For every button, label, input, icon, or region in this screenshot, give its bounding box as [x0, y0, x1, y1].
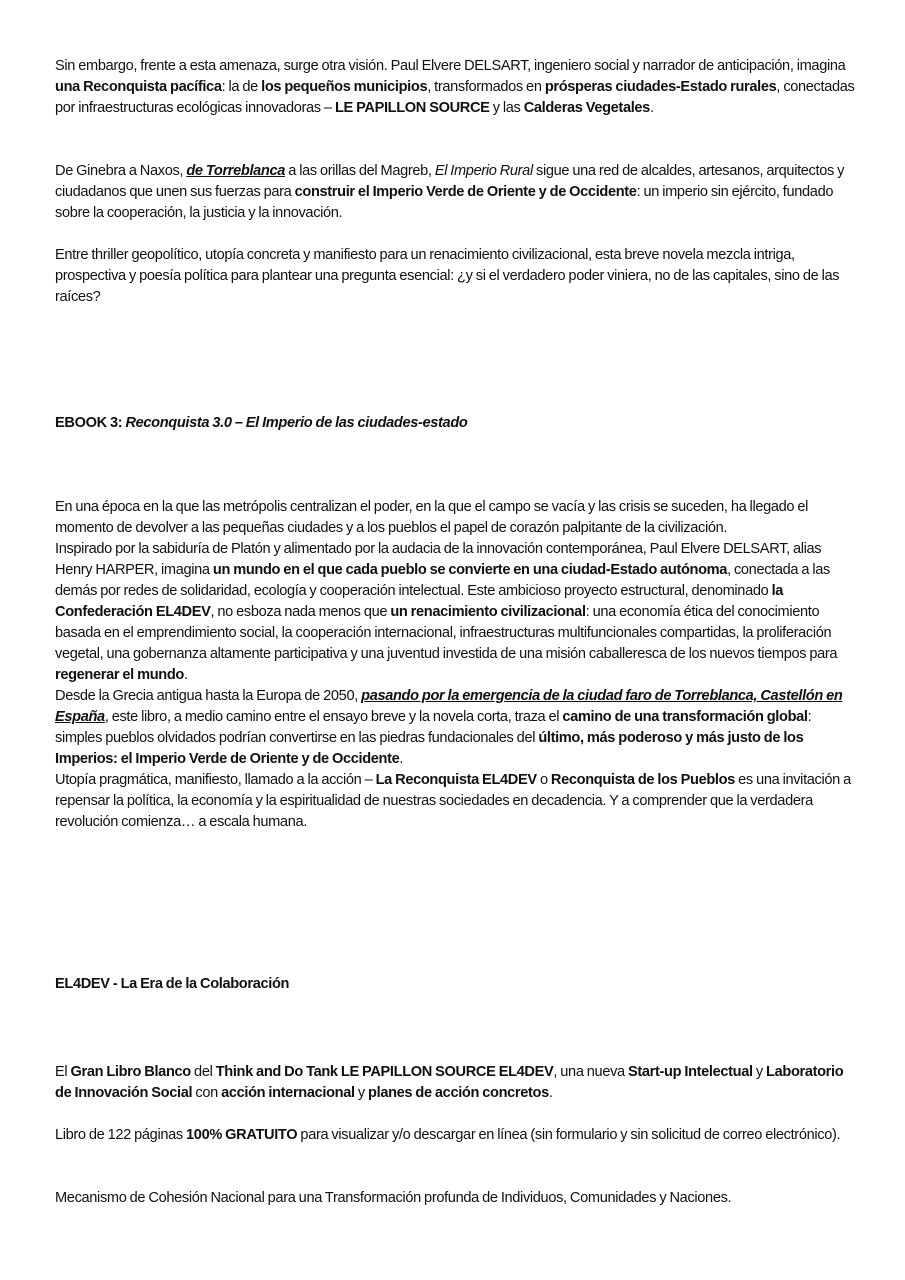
body-text: y	[354, 1085, 369, 1101]
emphasis-text: Reconquista de los Pueblos	[550, 772, 735, 788]
emphasis-text: camino de una transformación global	[562, 709, 808, 725]
body-text: Libro de 122 páginas	[55, 1127, 187, 1143]
emphasis-text: Calderas Vegetales	[523, 100, 650, 116]
emphasis-text: regenerar el mundo	[55, 667, 184, 683]
intro-paragraph-1	[55, 56, 855, 119]
el4dev-heading: EL4DEV - La Era de la Colaboración	[55, 976, 290, 992]
body-text: : la de	[221, 79, 262, 95]
ebook3-body	[55, 497, 855, 833]
emphasis-text: de Torreblanca	[186, 163, 286, 179]
emphasis-text: construir el Imperio Verde de Oriente y de Occidente	[294, 184, 637, 200]
emphasis-text: una Reconquista pacífica	[55, 79, 222, 95]
body-text: .	[649, 100, 654, 116]
body-text: Utopía pragmática, manifiesto, llamado a la acción –	[55, 772, 376, 788]
body-text: , una nueva	[553, 1064, 629, 1080]
body-text: El	[55, 1064, 71, 1080]
emphasis-text: prósperas ciudades-Estado rurales	[544, 79, 777, 95]
el4dev-paragraph-2	[55, 1125, 855, 1146]
body-text: y las	[489, 100, 524, 116]
body-text: En una época en la que las metrópolis centralizan el poder, en la que el campo se vacía y las crisis se suceden, ha llegado el momento de devolver a las pequeñas ciudades y a los pueblos el papel de corazón palpitante de la civilización.	[55, 499, 809, 536]
body-text: , este libro, a medio camino entre el ensayo breve y la novela corta, traza el	[104, 709, 563, 725]
body-text: Entre thriller geopolítico, utopía concreta y manifiesto para un renacimiento civilizacional, esta breve novela mezcla intriga, prospectiva y poesía política para plantear una pregunta esencial: ¿y si el verdadero poder viniera, no de las capitales, sino de las raíces?	[55, 247, 840, 305]
body-text: De Ginebra a Naxos,	[55, 163, 187, 179]
body-text: : simples pueblos olvidados podrían convertirse en las piedras fundacionales del	[55, 709, 812, 746]
ebook3-heading-title: Reconquista 3.0 – El Imperio de las ciudades-estado	[125, 415, 468, 431]
emphasis-text: los pequeños municipios	[261, 79, 428, 95]
emphasis-text: acción internacional	[221, 1085, 355, 1101]
intro-paragraph-2	[55, 161, 855, 224]
emphasis-text: Gran Libro Blanco	[70, 1064, 191, 1080]
body-text: : un imperio sin ejército, fundado sobre la cooperación, la justicia y la innovación.	[55, 184, 834, 221]
body-text: , no esboza nada menos que	[210, 604, 391, 620]
body-text: , conectadas por infraestructuras ecológicas innovadoras –	[55, 79, 855, 116]
el4dev-paragraph-1	[55, 1062, 855, 1104]
body-text: a las orillas del Magreb,	[285, 163, 435, 179]
intro-paragraph-3	[55, 245, 855, 308]
body-text: para visualizar y/o descargar en línea (sin formulario y sin solicitud de correo electrónico).	[297, 1127, 841, 1143]
body-text: sigue una red de alcaldes, artesanos, arquitectos y ciudadanos que unen sus fuerzas para	[55, 163, 845, 200]
emphasis-text: pasando por la emergencia de la ciudad faro de Torreblanca, Castellón en España	[55, 688, 843, 725]
emphasis-text: Laboratorio de Innovación Social	[55, 1064, 844, 1101]
emphasis-text: La Reconquista EL4DEV	[375, 772, 537, 788]
body-text: , conectada a las demás por redes de solidaridad, ecología y cooperación intelectual. Este ambicioso proyecto estructural, denominado	[55, 562, 830, 599]
emphasis-text: planes de acción concretos	[368, 1085, 549, 1101]
body-text: Inspirado por la sabiduría de Platón y alimentado por la audacia de la innovación contemporánea, Paul Elvere DELSART, alias Henry HARPER, imagina	[55, 541, 822, 578]
emphasis-text: Start-up Intelectual	[628, 1064, 753, 1080]
body-text: Sin embargo, frente a esta amenaza, surge otra visión. Paul Elvere DELSART, ingeniero social y narrador de anticipación, imagina	[55, 58, 846, 74]
body-text: .	[399, 751, 404, 767]
body-text: del	[190, 1064, 216, 1080]
body-text: y	[752, 1064, 767, 1080]
el4dev-paragraph-3	[55, 1188, 855, 1209]
emphasis-text: El Imperio Rural	[434, 163, 533, 179]
body-text: , transformados en	[427, 79, 545, 95]
body-text: con	[192, 1085, 222, 1101]
body-text: : una economía ética del conocimiento basada en el emprendimiento social, la cooperación internacional, infraestructuras multifuncionales compartidas, la proliferación vegetal, una gobernanza altamente participativa y una juventud investida de una misión caballeresca de los nuevos tiempos para	[55, 604, 838, 662]
ebook3-heading-prefix: EBOOK 3:	[55, 415, 126, 431]
body-text: o	[536, 772, 551, 788]
body-text: Desde la Grecia antigua hasta la Europa de 2050,	[55, 688, 362, 704]
emphasis-text: 100% GRATUITO	[186, 1127, 298, 1143]
emphasis-text: la Confederación EL4DEV	[55, 583, 784, 620]
body-text: es una invitación a repensar la política, la economía y la espiritualidad de nuestras sociedades en decadencia. Y a comprender que la verdadera revolución comienza… a escala humana.	[55, 772, 851, 830]
body-text: .	[183, 667, 188, 683]
body-text: Mecanismo de Cohesión Nacional para una Transformación profunda de Individuos, Comunidades y Naciones.	[55, 1190, 732, 1206]
emphasis-text: Think and Do Tank LE PAPILLON SOURCE EL4DEV	[215, 1064, 554, 1080]
emphasis-text: un mundo en el que cada pueblo se convierte en una ciudad-Estado autónoma	[212, 562, 728, 578]
ebook3-heading	[55, 413, 855, 434]
emphasis-text: un renacimiento civilizacional	[390, 604, 586, 620]
emphasis-text: LE PAPILLON SOURCE	[334, 100, 490, 116]
body-text: .	[548, 1085, 553, 1101]
emphasis-text: último, más poderoso y más justo de los Imperios: el Imperio Verde de Oriente y de Occidente	[55, 730, 804, 767]
